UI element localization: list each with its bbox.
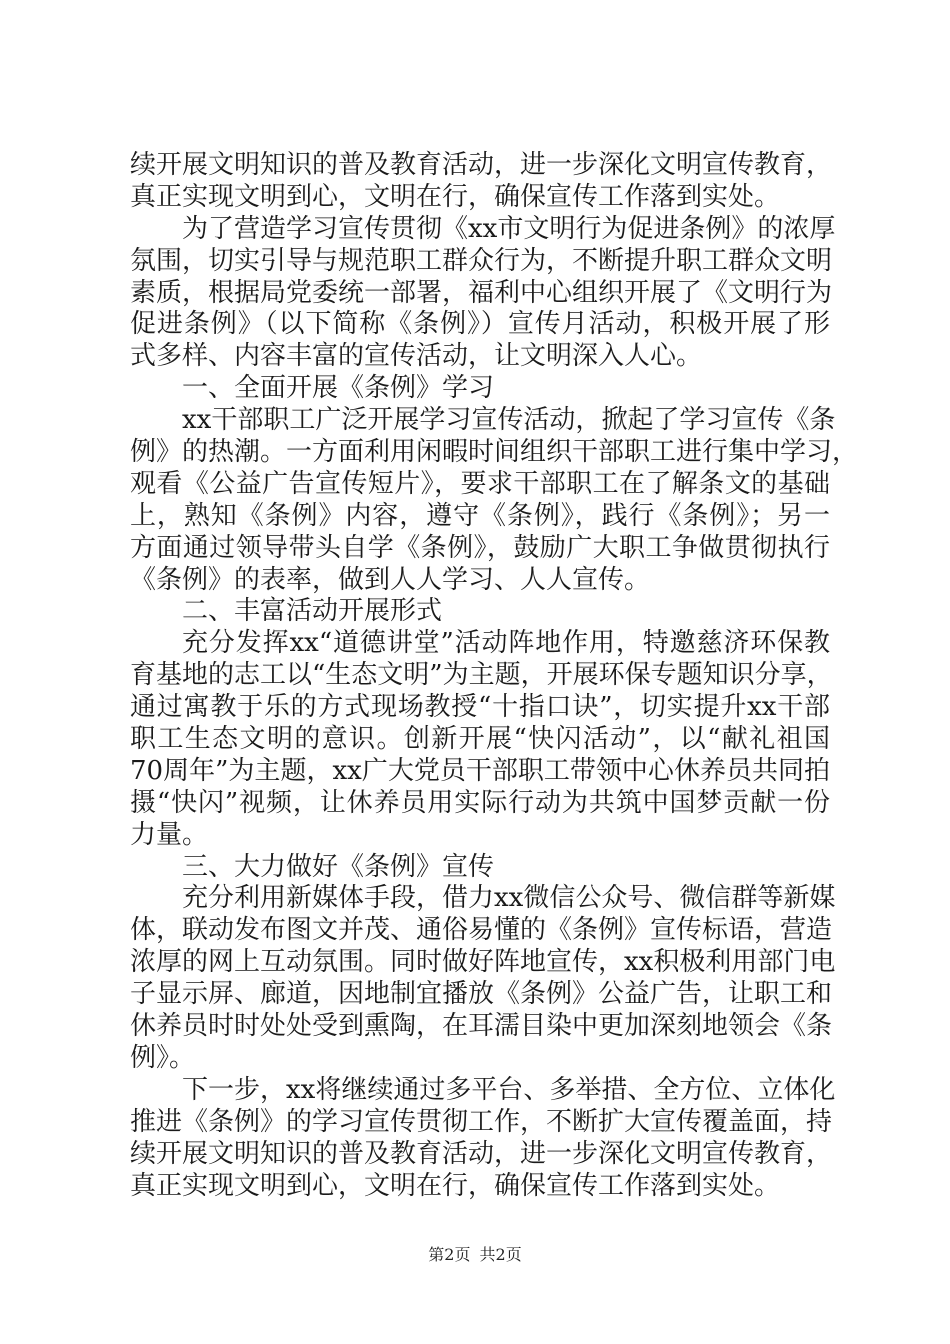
paragraph: [130, 150, 833, 214]
paragraph-line: 体，联动发布图文并茂、通俗易懂的《条例》宣传标语，营造: [130, 915, 833, 946]
paragraph-line: 真正实现文明到心，文明在行，确保宣传工作落到实处。: [130, 1170, 781, 1201]
paragraph: [130, 628, 833, 851]
paragraph-line: 休养员时时处处受到熏陶，在耳濡目染中更加深刻地领会《条: [130, 1011, 833, 1042]
paragraph-line: 通过寓教于乐的方式现场教授“十指口诀”，切实提升xx干部: [130, 692, 830, 723]
paragraph: [130, 1074, 836, 1203]
page-total: 共2页: [479, 1245, 522, 1264]
paragraph-line: 充分发挥xx“道德讲堂”活动阵地作用，特邀慈济环保教: [182, 628, 830, 659]
paragraph-line: 氛围，切实引导与规范职工群众行为，不断提升职工群众文明: [130, 245, 833, 276]
paragraph-line: 方面通过领导带头自学《条例》，鼓励广大职工争做贯彻执行: [130, 532, 830, 563]
page-footer: [0, 1242, 950, 1265]
paragraph-line: 续开展文明知识的普及教育活动，进一步深化文明宣传教育，: [130, 1138, 833, 1169]
paragraph-line: 例》的热潮。一方面利用闲暇时间组织干部职工进行集中学习，: [130, 437, 859, 468]
paragraph-line: 育基地的志工以“生态文明”为主题，开展环保专题知识分享，: [130, 660, 833, 691]
paragraph-line: 职工生态文明的意识。创新开展“快闪活动”，以“献礼祖国: [130, 724, 830, 755]
paragraph-line: 真正实现文明到心，文明在行，确保宣传工作落到实处。: [130, 181, 781, 212]
paragraph: [130, 405, 859, 596]
paragraph-line: 观看《公益广告宣传短片》，要求干部职工在了解条文的基础: [130, 468, 830, 499]
paragraph-line: 下一步，xx将继续通过多平台、多举措、全方位、立体化: [182, 1074, 836, 1105]
page-number: 第2页: [428, 1245, 471, 1264]
paragraph-line: 浓厚的网上互动氛围。同时做好阵地宣传，xx积极利用部门电: [130, 947, 836, 978]
paragraph-line: 促进条例》（以下简称《条例》）宣传月活动，积极开展了形: [130, 309, 830, 340]
paragraph-line: 70周年”为主题，xx广大党员干部职工带领中心休养员共同拍: [130, 755, 830, 786]
paragraph: [130, 883, 836, 1074]
paragraph-line: 式多样、内容丰富的宣传活动，让文明深入人心。: [130, 341, 703, 372]
section-heading: 三、大力做好《条例》宣传: [182, 851, 495, 882]
section-heading: 一、全面开展《条例》学习: [182, 373, 495, 404]
paragraph-line: 续开展文明知识的普及教育活动，进一步深化文明宣传教育，: [130, 150, 833, 180]
paragraph-line: 充分利用新媒体手段，借力xx微信公众号、微信群等新媒: [182, 883, 836, 914]
paragraph-line: 素质，根据局党委统一部署，福利中心组织开展了《文明行为: [130, 277, 833, 308]
paragraph-line: 摄“快闪”视频，让休养员用实际行动为共筑中国梦贡献一份: [130, 787, 830, 818]
paragraph-line: 例》。: [130, 1042, 196, 1073]
paragraph-line: xx干部职工广泛开展学习宣传活动，掀起了学习宣传《条: [182, 405, 836, 436]
paragraph-line: 力量。: [130, 819, 209, 850]
paragraph: [130, 213, 836, 373]
paragraph-line: 子显示屏、廊道，因地制宜播放《条例》公益广告，让职工和: [130, 979, 833, 1010]
section-heading: 二、丰富活动开展形式: [182, 596, 443, 627]
paragraph-line: 《条例》的表率，做到人人学习、人人宣传。: [130, 564, 651, 595]
document-body: [130, 150, 859, 1202]
paragraph-line: 为了营造学习宣传贯彻《xx市文明行为促进条例》的浓厚: [182, 213, 836, 244]
paragraph-line: 推进《条例》的学习宣传贯彻工作，不断扩大宣传覆盖面，持: [130, 1106, 833, 1137]
paragraph-line: 上，熟知《条例》内容，遵守《条例》，践行《条例》；另一: [130, 500, 830, 531]
